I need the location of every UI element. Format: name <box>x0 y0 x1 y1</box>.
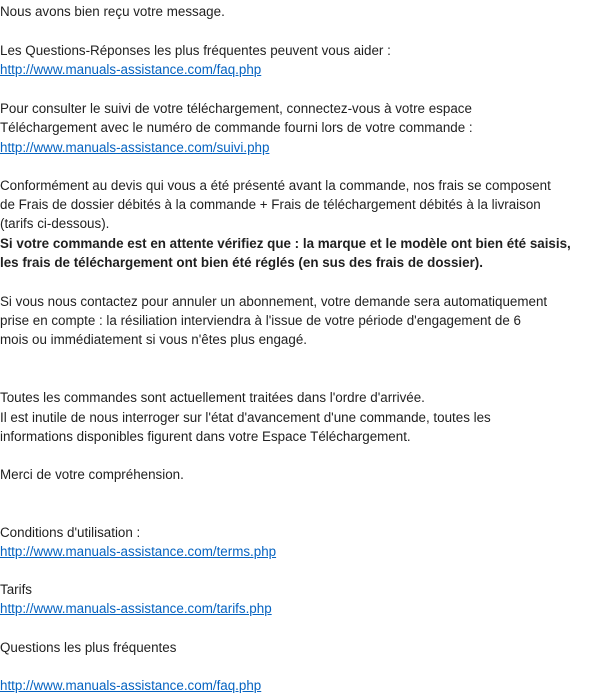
tarifs-label: Tarifs <box>0 582 32 597</box>
cancel-text-line-3: mois ou immédiatement si vous n'êtes plus engagé. <box>0 332 307 347</box>
fees-text-line-2: de Frais de dossier débités à la commande + Frais de téléchargement débités à la livraison <box>0 197 541 212</box>
terms-link[interactable]: http://www.manuals-assistance.com/terms.php <box>0 544 277 559</box>
orders-text-line-3: informations disponibles figurent dans votre Espace Téléchargement. <box>0 429 411 444</box>
tracking-link[interactable]: http://www.manuals-assistance.com/suivi.php <box>0 140 270 155</box>
greeting-text: Nous avons bien reçu votre message. <box>0 4 225 19</box>
cancel-text-line-2: prise en compte : la résiliation interviendra à l'issue de votre période d'engagement de 6 <box>0 313 521 328</box>
orders-text-line-2: Il est inutile de nous interroger sur l'état d'avancement d'une commande, toutes les <box>0 410 491 425</box>
tarifs-link[interactable]: http://www.manuals-assistance.com/tarifs.php <box>0 601 272 616</box>
orders-text-line-1: Toutes les commandes sont actuellement traitées dans l'ordre d'arrivée. <box>0 390 425 405</box>
fees-text-line-3: (tarifs ci-dessous). <box>0 216 110 231</box>
faq-link[interactable]: http://www.manuals-assistance.com/faq.php <box>0 62 262 77</box>
fees-text-line-1: Conformément au devis qui vous a été présenté avant la commande, nos frais se composent <box>0 178 551 193</box>
pending-warning-line-2: les frais de téléchargement ont bien été réglés (en sus des frais de dossier). <box>0 255 483 270</box>
faq2-link[interactable]: http://www.manuals-assistance.com/faq.php <box>0 678 262 693</box>
thanks-text: Merci de votre compréhension. <box>0 467 184 482</box>
tracking-text-line-1: Pour consulter le suivi de votre téléchargement, connectez-vous à votre espace <box>0 101 472 116</box>
pending-warning-line-1: Si votre commande est en attente vérifiez que : la marque et le modèle ont bien été saisis, <box>0 236 571 251</box>
terms-label: Conditions d'utilisation : <box>0 525 141 540</box>
cancel-text-line-1: Si vous nous contactez pour annuler un abonnement, votre demande sera automatiquement <box>0 294 548 309</box>
faq2-label: Questions les plus fréquentes <box>0 640 177 655</box>
faq-intro-text: Les Questions-Réponses les plus fréquentes peuvent vous aider : <box>0 43 391 58</box>
tracking-text-line-2: Téléchargement avec le numéro de commande fourni lors de votre commande : <box>0 120 473 135</box>
